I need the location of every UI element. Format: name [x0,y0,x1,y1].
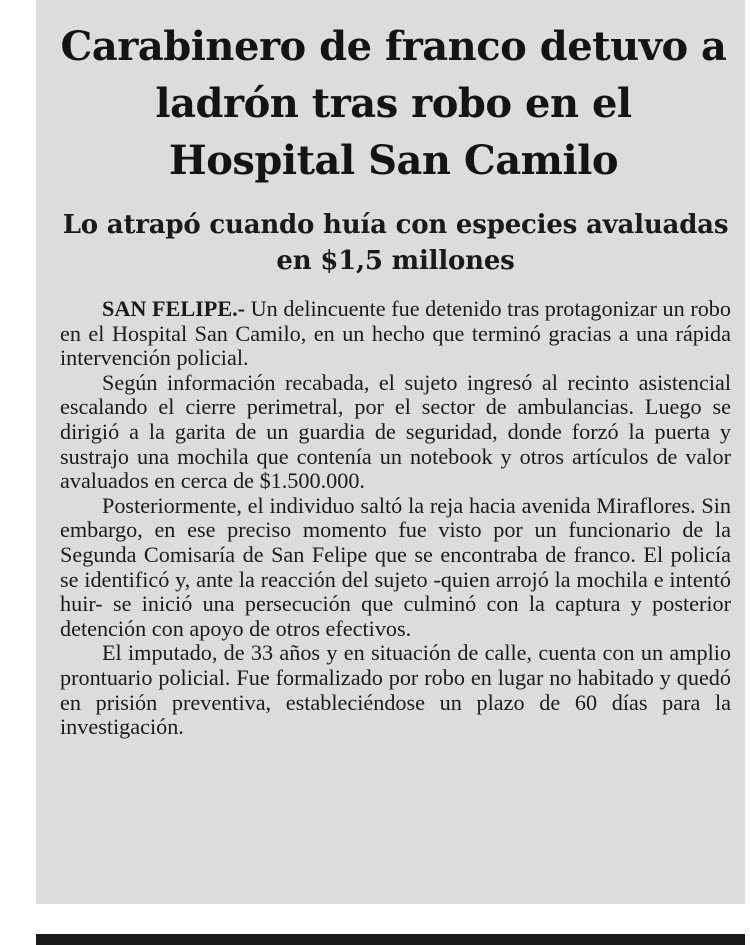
headline: Carabinero de franco detuvo a ladrón tras robo en el Hospital San Camilo [60,23,727,184]
paragraph-4: El imputado, de 33 años y en situación de calle, cuenta con un amplio prontuario policial. Fue formalizado por robo en lugar no habitado y quedó en prisión preventiva, estableciéndose un plazo de 60 días para la investigación. [60,640,731,740]
paragraph-3: Posteriormente, el individuo saltó la reja hacia avenida Miraflores. Sin embargo, en ese preciso momento fue visto por un funcionario de la Segunda Comisaría de San Felipe que se encontraba de franco. El policía se identificó y, ante la reacción del sujeto -quien arrojó la mochila e intentó huir- se inició una persecución que culminó con la captura y posterior detención con apoyo de otros efectivos. [60,492,731,641]
news-article [36,0,745,904]
paragraph-1-text: Un delincuente fue detenido tras protagonizar un robo en el Hospital San Camilo, en un hecho que terminó gracias a una rápida intervención policial. [60,296,731,371]
paragraph-1 [60,297,731,371]
bottom-divider-bar [36,934,745,945]
dateline: SAN FELIPE.- [102,296,246,321]
subheadline: Lo atrapó cuando huía con especies avaluadas en $1,5 millones [62,210,729,276]
article-body [60,297,731,740]
paragraph-2: Según información recabada, el sujeto ingresó al recinto asistencial escalando el cierre perimetral, por el sector de ambulancias. Luego se dirigió a la garita de un guardia de seguridad, donde forzó la puerta y sustrajo una mochila que contenía un notebook y otros artículos de valor avaluados en cerca de $1.500.000. [60,369,731,494]
